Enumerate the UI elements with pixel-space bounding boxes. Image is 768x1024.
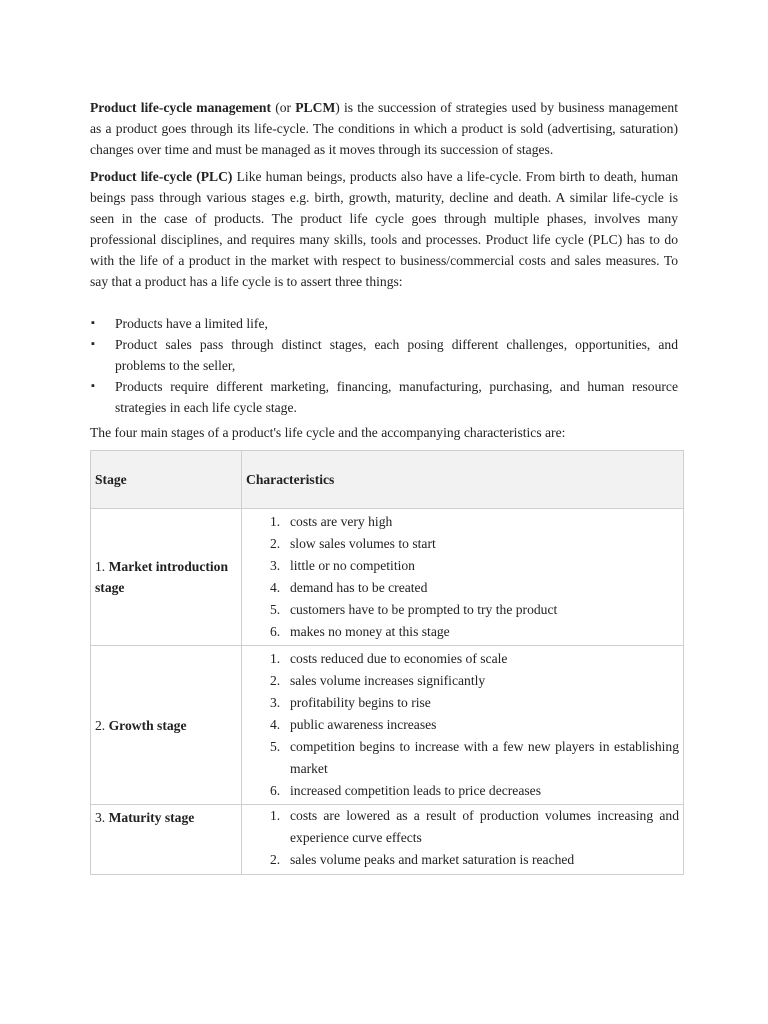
characteristics-cell — [242, 646, 684, 805]
stage-name: Growth stage — [108, 717, 187, 733]
document-content — [90, 97, 678, 875]
table-row — [91, 509, 684, 646]
stage-name: Maturity stage — [108, 810, 195, 825]
paragraph-text: Like human beings, products also have a life-cycle. From birth to death, human beings pass through various stages e.g. birth, growth, maturity, decline and death. A similar life-cycle is seen in the case of products. The product life cycle goes through multiple phases, involves many professional disciplines, and requires many skills, tools and processes. Product life cycle (PLC) has to do with the life of a product in the market with respect to business/commercial costs and sales measures. To say that a product has a life cycle is to assert three things: — [90, 169, 678, 289]
paragraph-text: (or — [271, 100, 296, 115]
characteristics-list — [246, 805, 679, 871]
list-item: 2. slow sales volumes to start — [270, 536, 436, 551]
stage-number: 1. — [95, 559, 109, 574]
table-row — [91, 646, 684, 805]
list-item: 5. competition begins to increase with a few new players in establishing market — [270, 739, 679, 776]
term-plc: Product life-cycle (PLC) — [90, 169, 233, 184]
list-item: 2. sales volume increases significantly — [270, 673, 486, 688]
list-item: 3. little or no competition — [270, 558, 415, 573]
list-item: 5. customers have to be prompted to try the product — [270, 602, 558, 617]
list-item: 4. public awareness increases — [270, 717, 437, 732]
list-item: 4. demand has to be created — [270, 580, 428, 595]
characteristics-cell — [242, 509, 684, 646]
stage-cell — [91, 509, 242, 646]
list-item: 1. costs are very high — [270, 514, 393, 529]
list-item: 2. sales volume peaks and market saturation is reached — [270, 852, 575, 867]
table-row — [91, 805, 684, 875]
characteristics-list — [246, 648, 679, 802]
plc-stages-table — [90, 450, 684, 875]
term-plcm-abbrev: PLCM — [295, 100, 336, 115]
stage-cell — [91, 646, 242, 805]
paragraph-text: ) is the succession of strategies used by business management as a product goes through its life-cycle. The conditions in which a product is sold (advertising, saturation) changes over time and must be managed as it moves through its succession of stages. — [90, 100, 678, 157]
list-item-text: Products have a limited life, — [115, 316, 268, 331]
list-item: 1. costs reduced due to economies of scale — [270, 651, 508, 666]
table-header-row — [91, 451, 684, 509]
list-item-text: Product sales pass through distinct stages, each posing different challenges, opportunities, and problems to the seller, — [115, 337, 678, 373]
stage-cell — [91, 805, 242, 875]
list-item: 3. profitability begins to rise — [270, 695, 431, 710]
bullet-square-icon: ▪ — [91, 380, 95, 392]
list-item-text: Products require different marketing, financing, manufacturing, purchasing, and human resource strategies in each life cycle stage. — [115, 379, 678, 415]
stage-number: 2. — [95, 717, 109, 733]
list-item: 6. increased competition leads to price decreases — [270, 783, 541, 798]
header-characteristics: Characteristics — [242, 451, 684, 509]
list-item: 1. costs are lowered as a result of production volumes increasing and experience curve effects — [270, 808, 679, 845]
term-plcm: Product life-cycle management — [90, 100, 272, 115]
list-item — [90, 376, 678, 418]
bullet-square-icon: ▪ — [91, 317, 95, 329]
characteristics-list — [246, 511, 679, 643]
header-stage: Stage — [91, 451, 242, 509]
bullet-square-icon: ▪ — [91, 338, 95, 350]
plc-definition-paragraph — [90, 166, 678, 292]
characteristics-cell — [242, 805, 684, 875]
list-item — [90, 313, 678, 334]
plc-assertions-list — [90, 313, 678, 418]
list-item: 6. makes no money at this stage — [270, 624, 450, 639]
stages-intro-text: The four main stages of a product's life cycle and the accompanying characteristics are: — [90, 425, 566, 440]
stage-name: Market introduction stage — [95, 559, 229, 595]
plcm-definition-paragraph — [90, 97, 678, 160]
list-item — [90, 334, 678, 376]
stage-number: 3. — [95, 810, 109, 825]
